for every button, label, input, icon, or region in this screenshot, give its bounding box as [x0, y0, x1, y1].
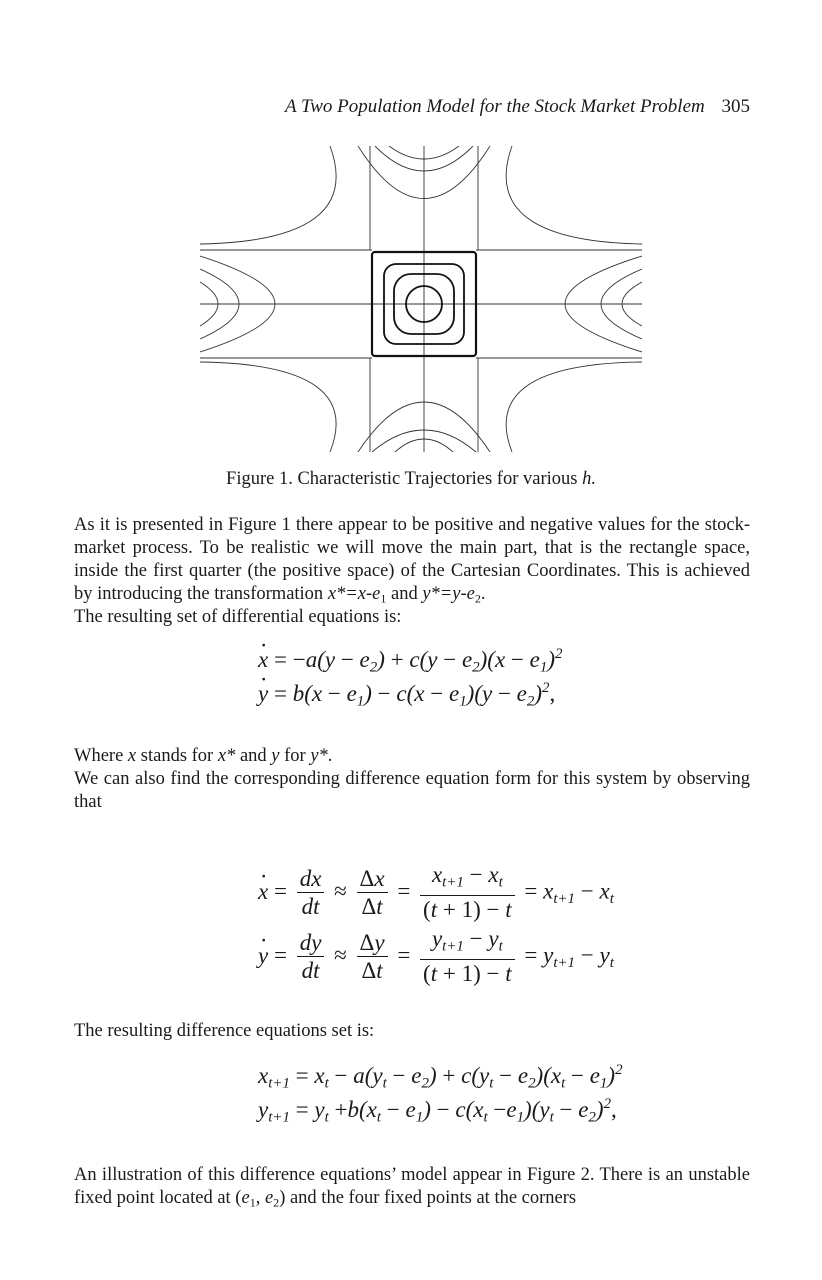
illustration-end: ) and the four fixed points at the corners [279, 1188, 577, 1208]
difference-eq-x: $x_{t+1} = x_t - a(y_t - e_2) + c(y_t - e_2)(x_t - e_1)^2$ [258, 1062, 623, 1092]
difference-eq-y: $y_{t+1} = y_t +b(x_t - e_1) - c(x_t -e_1)(y_t - e_2)^2$, [258, 1096, 617, 1126]
illustration-comma: , [255, 1188, 265, 1208]
transformation-end: . [480, 584, 486, 604]
transformation-x: x*=x-e [327, 584, 381, 604]
where-x: x [127, 746, 137, 766]
where-text-1: Where [74, 746, 128, 766]
where-text-3: and [235, 746, 272, 766]
illustration-e2: e [264, 1188, 274, 1208]
where-text-5: . [327, 746, 333, 766]
difference-approximations [258, 862, 614, 988]
trajectory-corner-tl [200, 146, 336, 244]
transformation-y-sub: 2 [474, 591, 481, 606]
illustration-e1: e [241, 1188, 250, 1208]
caption-text: Figure 1. Characteristic Trajectories for various [226, 469, 583, 489]
paragraph-difference-intro: We can also find the corresponding difference equation form for this system by observing that [74, 769, 750, 812]
where-xstar: x* [217, 746, 236, 766]
paragraph-diff-intro: The resulting set of differential equations is: [74, 607, 402, 627]
paragraph-difference-set: The resulting difference equations set is: [74, 1021, 375, 1041]
paragraph-transformation-text: As it is presented in Figure 1 there appear to be positive and negative values for the stock-market process. To be realistic we will move the main part, that is the rectangle space, inside the first quarter (the positive space) of the Cartesian Coordinates. This is achieved by introducing the transformation [74, 515, 750, 604]
phase-portrait [200, 146, 642, 452]
paragraph-where [74, 745, 750, 768]
differential-eq-x: · $x = -a(y - e_2) + c(y - e_2)(x - e_1)^2$ [258, 646, 562, 680]
trajectory-corner-bl [200, 362, 336, 452]
approx-x: · x = $\frac{dx}{dt}$ ≈ $\frac{\Delta x}{\Delta t}$ = $\frac{x_{t+1} - x_t}{(t + 1) - t}$ = $x_{t+1} - x_t$ [258, 862, 614, 924]
differential-eq-y: · $y = b(x - e_1) - c(x - e_1)(y - e_2)^2$, [258, 680, 562, 714]
trajectory-corner-tr [506, 146, 642, 244]
paragraph-illustration [74, 1164, 750, 1215]
illustration-e1-sub: 1 [249, 1195, 256, 1210]
where-text-2: stands for [136, 746, 218, 766]
transformation-x-sub: 1 [380, 591, 387, 606]
illustration-text: An illustration of this difference equations’ model appear in Figure 2. There is an unstable fixed point located at ( [74, 1165, 750, 1208]
figure-1 [200, 146, 642, 452]
illustration-e2-sub: 2 [273, 1195, 280, 1210]
difference-equations [258, 1062, 623, 1130]
where-y: y [271, 746, 280, 766]
trajectory-corner-br [506, 362, 642, 452]
caption-variable: h. [582, 469, 596, 489]
transformation-y: y*=y-e [422, 584, 475, 604]
where-ystar: y* [310, 746, 328, 766]
page-number: 305 [721, 96, 750, 117]
running-head [0, 96, 750, 118]
figure-caption [0, 469, 822, 490]
running-title: A Two Population Model for the Stock Market Problem [285, 96, 705, 117]
transformation-and: and [386, 584, 423, 604]
where-text-4: for [279, 746, 311, 766]
paragraph-transformation [74, 514, 750, 611]
approx-y: · y = $\frac{dy}{dt}$ ≈ $\frac{\Delta y}{\Delta t}$ = $\frac{y_{t+1} - y_t}{(t + 1) - t}$ = $y_{t+1} - y_t$ [258, 926, 614, 988]
differential-equations [258, 646, 562, 714]
